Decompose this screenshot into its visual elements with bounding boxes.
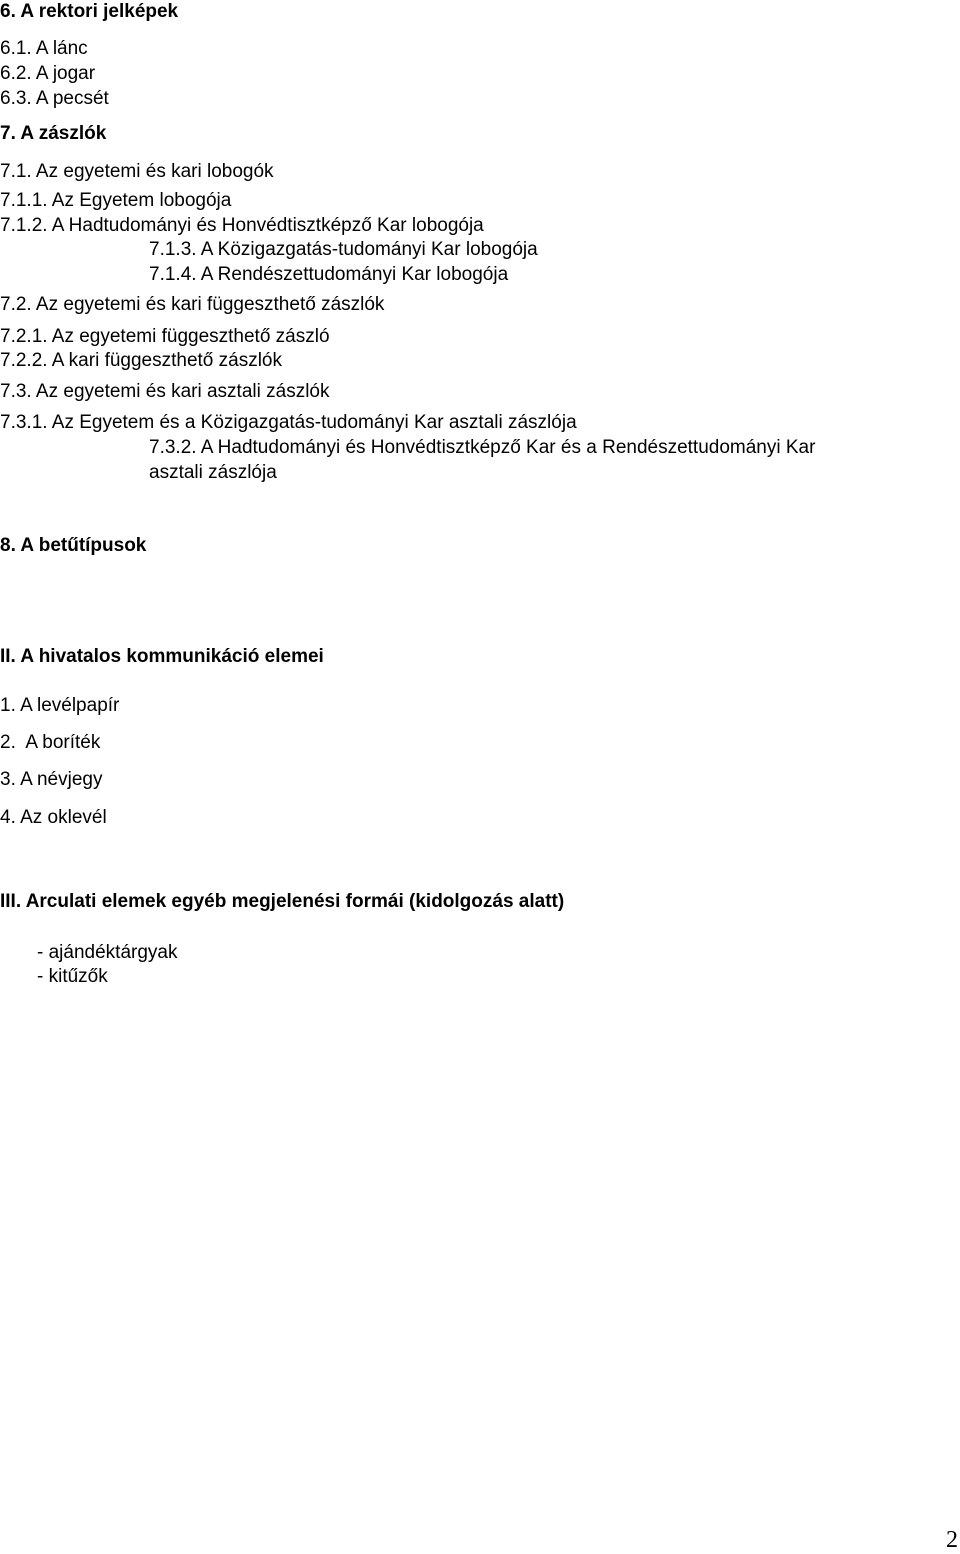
- toc-heading-II: II. A hivatalos kommunikáció elemei: [0, 646, 324, 667]
- toc-item-7-2-2: 7.2.2. A kari függeszthető zászlók: [0, 350, 283, 371]
- toc-item-7-1-4: 7.1.4. A Rendészettudományi Kar lobogója: [149, 264, 509, 285]
- toc-heading-8: 8. A betűtípusok: [0, 535, 147, 556]
- toc-item-II-2: 2. A boríték: [0, 732, 101, 753]
- toc-item-7-2-1: 7.2.1. Az egyetemi függeszthető zászló: [0, 326, 330, 347]
- toc-heading-7: 7. A zászlók: [0, 123, 107, 144]
- toc-item-7-3-1: 7.3.1. Az Egyetem és a Közigazgatás-tudományi Kar asztali zászlója: [0, 412, 577, 433]
- toc-item-III-a: - ajándéktárgyak: [37, 942, 178, 963]
- toc-item-7-1-1: 7.1.1. Az Egyetem lobogója: [0, 190, 232, 211]
- page-number: 2: [946, 1527, 958, 1553]
- toc-item-III-b: - kitűzők: [37, 966, 108, 987]
- toc-heading-III: III. Arculati elemek egyéb megjelenési formái (kidolgozás alatt): [0, 891, 565, 912]
- toc-item-7-1-2: 7.1.2. A Hadtudományi és Honvédtisztképző Kar lobogója: [0, 215, 484, 236]
- toc-item-6-2: 6.2. A jogar: [0, 63, 96, 84]
- toc-item-II-1: 1. A levélpapír: [0, 695, 120, 716]
- toc-item-7-1: 7.1. Az egyetemi és kari lobogók: [0, 161, 274, 182]
- toc-item-7-1-3: 7.1.3. A Közigazgatás-tudományi Kar lobogója: [149, 239, 538, 260]
- toc-item-7-3-2-continued: asztali zászlója: [149, 462, 277, 483]
- toc-item-II-4: 4. Az oklevél: [0, 807, 107, 828]
- toc-item-7-2: 7.2. Az egyetemi és kari függeszthető zászlók: [0, 294, 385, 315]
- toc-item-6-3: 6.3. A pecsét: [0, 88, 109, 109]
- toc-item-7-3: 7.3. Az egyetemi és kari asztali zászlók: [0, 381, 330, 402]
- toc-heading-6: 6. A rektori jelképek: [0, 1, 179, 22]
- toc-item-7-3-2: 7.3.2. A Hadtudományi és Honvédtisztképző Kar és a Rendészettudományi Kar: [149, 437, 816, 458]
- toc-item-6-1: 6.1. A lánc: [0, 38, 88, 59]
- toc-item-II-3: 3. A névjegy: [0, 769, 103, 790]
